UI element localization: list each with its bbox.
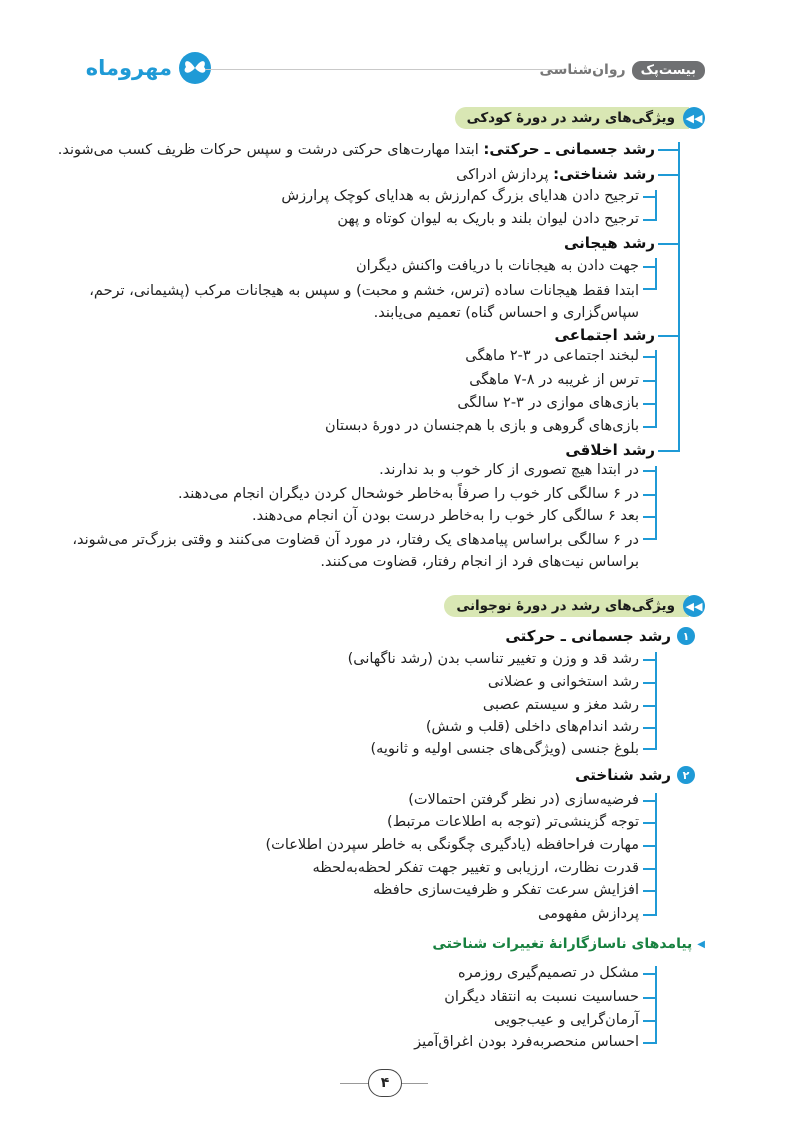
double-arrow-icon: ◀◀ [683,595,705,617]
header-subject: روان‌شناسی [539,62,626,78]
section-title: ویژگی‌های رشد در دورهٔ کودکی [455,107,689,129]
list-item: فرضیه‌سازی (در نظر گرفتن احتمالات) [408,792,639,808]
list-item: در ۶ سالگی کار خوب را صرفاً به‌خاطر خوشحال کردن دیگران انجام می‌دهند. [178,486,639,502]
logo-text: مهروماه [85,56,172,80]
list-item: توجه گزینشی‌تر (توجه به اطلاعات مرتبط) [387,814,639,830]
butterfly-icon [178,51,212,85]
section-adolescence-heading [444,593,705,619]
section-childhood-heading [455,105,705,131]
list-item: مهارت فراحافظه (یادگیری چگونگی به خاطر سپردن اطلاعات) [265,837,639,853]
logo [62,50,212,86]
list-item: ترجیح دادن لیوان بلند و باریک به لیوان کوتاه و پهن [337,211,639,227]
list-item: ترجیح دادن هدایای بزرگ کم‌ارزش به هدایای کوچک پرارزش [281,188,639,204]
list-item: قدرت نظارت، ارزیابی و تغییر جهت تفکر لحظه‌به‌لحظه [312,860,639,876]
list-item: بعد ۶ سالگی کار خوب را به‌خاطر درست بودن آن انجام می‌دهند. [252,508,639,524]
childhood-emotional-heading: رشد هیجانی [563,234,655,252]
childhood-cognitive: رشد شناختی: پردازش ادراکی [456,165,655,183]
list-item: لبخند اجتماعی در ۳-۲ ماهگی [465,348,639,364]
page-number: ۴ [368,1069,402,1097]
list-item: بلوغ جنسی (ویژگی‌های جنسی اولیه و ثانویه) [370,741,639,757]
double-arrow-icon: ◀◀ [683,107,705,129]
list-item: رشد قد و وزن و تغییر تناسب بدن (رشد ناگهانی) [347,651,639,667]
list-item: ترس از غریبه در ۸-۷ ماهگی [469,372,639,388]
tree-line [678,142,680,452]
childhood-social-heading: رشد اجتماعی [554,326,655,344]
childhood-moral-heading: رشد اخلاقی [565,441,655,459]
adolescence-motor-heading: ۱ رشد جسمانی ـ حرکتی [505,627,695,645]
list-item: افزایش سرعت تفکر و ظرفیت‌سازی حافظه [373,882,639,898]
list-item: رشد استخوانی و عضلانی [487,674,639,690]
header-title [539,58,705,82]
list-item: در ابتدا هیچ تصوری از کار خوب و بد ندارند. [379,462,639,478]
list-item: جهت دادن به هیجانات با دریافت واکنش دیگران [356,258,639,274]
triangle-left-icon: ◀ [697,938,705,950]
list-item: بازی‌های گروهی و بازی با هم‌جنسان در دورهٔ دبستان [324,418,639,434]
number-badge: ۲ [677,766,695,784]
list-item: ابتدا فقط هیجانات ساده (ترس، خشم و محبت) و سپس به هیجانات مرکب (پشیمانی، ترحم، سپاس‌گزاری و احساس گناه) تعمیم می‌یابند. [89,283,639,321]
list-item: پردازش مفهومی [538,906,639,922]
maladaptive-heading: ◀ پیامدهای ناسازگارانهٔ تغییرات شناختی [432,936,705,952]
list-item: رشد مغز و سیستم عصبی [482,697,639,713]
list-item: مشکل در تصمیم‌گیری روزمره [458,965,639,981]
header-divider [205,69,565,70]
list-item: احساس منحصربه‌فرد بودن اغراق‌آمیز [414,1034,639,1050]
childhood-motor: رشد جسمانی ـ حرکتی: ابتدا مهارت‌های حرکتی درشت و سپس حرکات ظریف کسب می‌شوند. [57,140,655,158]
list-item: آرمان‌گرایی و عیب‌جویی [494,1012,639,1028]
list-item: بازی‌های موازی در ۳-۲ سالگی [457,395,639,411]
list-item: در ۶ سالگی براساس پیامدهای یک رفتار، در مورد آن قضاوت می‌کنند و وقتی بزرگ‌تر می‌شوند، براساس نیت‌های فرد از انجام رفتار، قضاوت می‌کنند. [72,532,639,570]
header-badge: بیست‌پک [632,61,705,80]
adolescence-cognitive-heading: ۲ رشد شناختی [575,766,695,784]
number-badge: ۱ [677,627,695,645]
list-item: رشد اندام‌های داخلی (قلب و شش) [425,719,639,735]
section-title: ویژگی‌های رشد در دورهٔ نوجوانی [444,595,689,617]
list-item: حساسیت نسبت به انتقاد دیگران [444,989,639,1005]
